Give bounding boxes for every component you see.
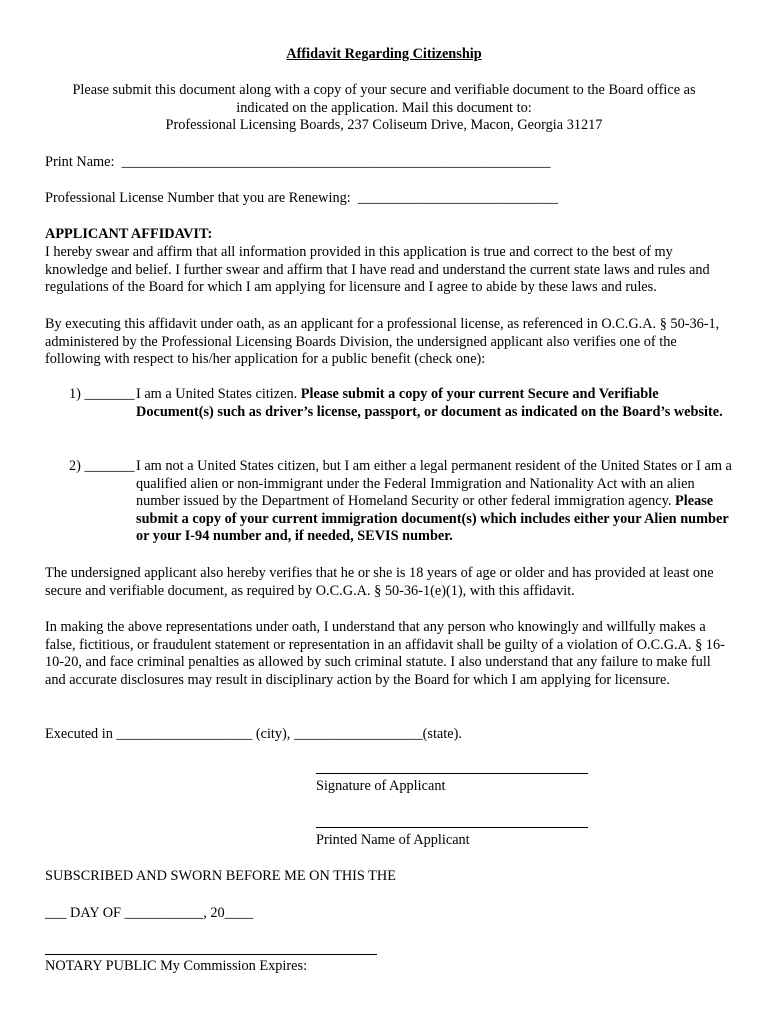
printed-name-label: Printed Name of Applicant [316,832,470,848]
intro-line-3: Professional Licensing Boards, 237 Coliseum Drive, Macon, Georgia 31217 [165,117,603,134]
printed-name-line[interactable] [316,827,588,828]
document-title: Affidavit Regarding Citizenship [286,46,482,62]
intro-line-1: Please submit this document along with a copy of your secure and verifiable document to the Board office as [72,82,696,98]
option-1-checkbox-line[interactable]: 1) _______ [69,386,135,402]
option-1-statement: I am a United States citizen. [136,386,301,402]
signature-line[interactable] [316,773,588,774]
day-of-field[interactable]: ___ DAY OF ___________, 20____ [45,905,254,921]
age-verification-paragraph: The undersigned applicant also hereby verifies that he or she is 18 years of age or older and has provided at least one secure and verifiable document, as required by O.C.G.A. § 50-36-1(e)(1), with this affidavit. [45,565,714,599]
option-2-text [136,458,736,546]
intro-line-2: indicated on the application. Mail this document to: [236,99,532,116]
affidavit-paragraph-1: I hereby swear and affirm that all information provided in this application is true and correct to the best of my knowledge and belief. I further swear and affirm that I have read and understand the current state laws and rules and regulations of the Board for which I am applying for licensure and I agree to abide by these laws and rules. [45,244,710,296]
print-name-field[interactable]: Print Name: ____________________________________________________________ [45,154,551,170]
intro-text [0,82,768,135]
signature-label: Signature of Applicant [316,778,446,794]
license-number-field[interactable]: Professional License Number that you are Renewing: ____________________________ [45,190,559,206]
notary-label: NOTARY PUBLIC My Commission Expires: [45,958,308,974]
affidavit-paragraph-2: By executing this affidavit under oath, as an applicant for a professional license, as referenced in O.C.G.A. § 50-36-1, administered by the Professional Licensing Boards Division, the undersigned applicant also verifies one of the following with respect to his/her application for a public benefit (check one): [45,316,720,368]
notary-signature-line[interactable] [45,954,377,955]
option-2-instruction: Please submit a copy of your current immigration document(s) which includes either your Alien number or your I-94 number and, if needed, SEVIS number. [136,493,729,545]
penalty-paragraph: In making the above representations under oath, I understand that any person who knowingly and willfully makes a false, fictitious, or fraudulent statement or representation in an affidavit shall be guilty of a violation of O.C.G.A. § 16-10-20, and face criminal penalties as allowed by such criminal statute. I also understand that any failure to make full and accurate disclosures may result in disciplinary action by the Board for which I am applying for licensure. [45,619,725,688]
option-1-instruction: Please submit a copy of your current Secure and Verifiable Document(s) such as driver’s license, passport, or document as indicated on the Board’s website. [136,386,723,420]
option-2-checkbox-line[interactable]: 2) _______ [69,458,135,474]
executed-in-field[interactable]: Executed in ___________________ (city), __________________(state). [45,726,462,742]
option-1-text [136,386,736,421]
affidavit-heading: APPLICANT AFFIDAVIT: [45,226,213,242]
option-2-statement: I am not a United States citizen, but I am either a legal permanent resident of the United States or I am a qualified alien or non-immigrant under the Federal Immigration and Nationality Act with an alien number issued by the Department of Homeland Security or other federal immigration agency. [136,458,732,510]
sworn-statement: SUBSCRIBED AND SWORN BEFORE ME ON THIS THE [45,868,396,884]
